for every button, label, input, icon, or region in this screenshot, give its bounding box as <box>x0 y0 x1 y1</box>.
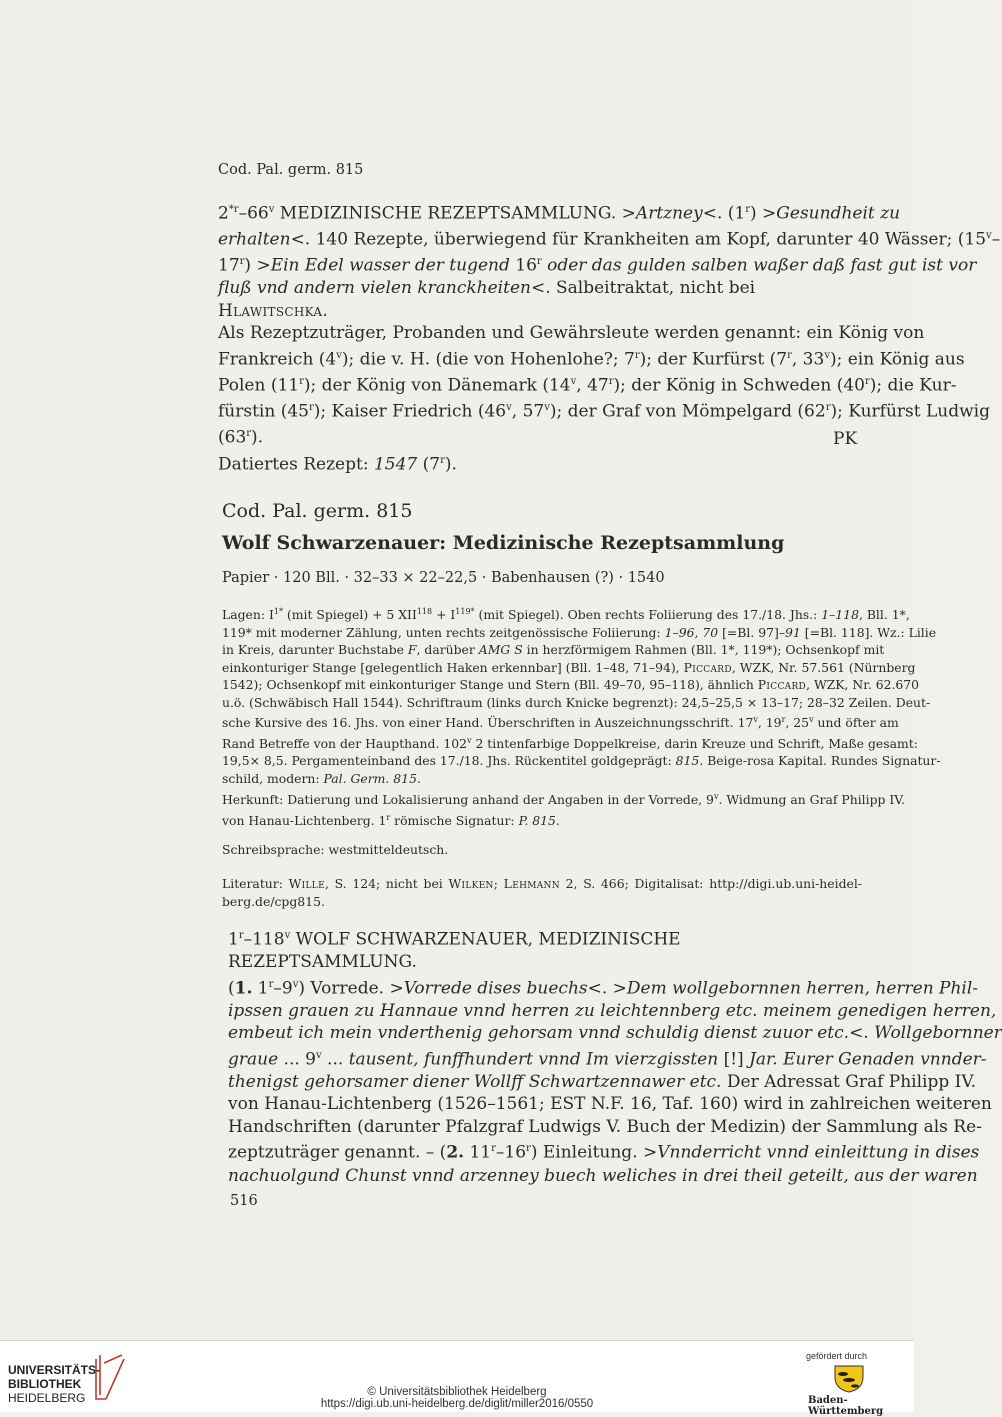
author-initials: PK <box>833 429 858 449</box>
copyright-text: © Universitätsbibliothek Heidelberg <box>367 1386 547 1398</box>
library-logo-icon <box>92 1353 128 1403</box>
entry1-line: Als Rezeptzuträger, Probanden und Gewährsleute werden genannt: ein König von <box>218 323 925 344</box>
lagen-line: schild, modern: Pal. Germ. 815. <box>222 770 421 786</box>
entry1-line: fluß vnd andern vielen kranckheiten<. Salbeitraktat, nicht bei Hlawitschka. <box>218 278 756 321</box>
entry2-line: Handschriften (darunter Pfalzgraf Ludwigs V. Buch der Medizin) der Sammlung als Re- <box>228 1116 982 1137</box>
entry1-line: fürstin (45$^r$); Kaiser Friedrich (46$^v$, 57$^v$); der Graf von Mömpelgard (62$^r$); Kurfürst Ludwig <box>218 401 990 422</box>
herkunft-line: von Hanau-Lichtenberg. 1$^r$ römische Signatur: P. 815. <box>222 812 560 828</box>
entry2-line: von Hanau-Lichtenberg (1526–1561; EST N.F. 16, Taf. 160) wird in zahlreichen weiteren <box>228 1094 992 1115</box>
lagen-line: 1542); Ochsenkopf mit einkonturiger Stange und Stern (Bll. 49–70, 95–118), ähnlich Piccard, WZK, Nr. 62.670 <box>222 677 920 693</box>
logo-line-3: HEIDELBERG <box>8 1391 86 1405</box>
funded-by-label: gefördert durch <box>806 1351 868 1361</box>
entry1-line: 2$^{*r}$–66$^v$ MEDIZINISCHE REZEPTSAMMLUNG. >Artzney<. $(1^r)$ >Gesundheit zu <box>218 203 901 224</box>
literatur-line: Literatur: Wille, S. 124; nicht bei Wilken; Lehmann 2, S. 466; Digitalisat: http://digi.ub.uni-heidel- <box>222 876 862 891</box>
entry2-line: embeut ich mein vnderthenig gehorsam vnnd schuldig dienst zuuor etc.<. Wollgebornner <box>228 1023 1002 1044</box>
entry1-line: (63$^r$). <box>218 428 264 449</box>
herkunft-line: Herkunft: Datierung und Lokalisierung anhand der Angaben in der Vorrede, 9$^v$. Widmung an Graf Philipp IV. <box>222 792 905 808</box>
literatur-paragraph <box>222 875 862 910</box>
state-name: Baden-Württemberg <box>808 1395 884 1417</box>
entry2-line: thenigst gehorsamer diener Wollff Schwartzennawer etc. Der Adressat Graf Philipp IV. <box>228 1071 977 1092</box>
entry1-line: Polen (11$^r$); der König von Dänemark (14$^v$, 47$^r$); der König in Schweden (40$^r$); die Kur- <box>218 375 957 396</box>
entry2-line: nachuolgund Chunst vnnd arzenney buech weliches in drei theil geteilt, aus der waren <box>228 1165 978 1186</box>
running-head: Cod. Pal. germ. 815 <box>218 162 364 178</box>
entry1-line: erhalten<. 140 Rezepte, überwiegend für Krankheiten am Kopf, darunter 40 Wässer; (15$^v$– <box>218 229 1001 250</box>
herkunft-paragraph <box>222 788 905 829</box>
entry1-line: Frankreich (4$^v$); die v. H. (die von Hohenlohe?; 7$^r$); der Kurfürst (7$^r$, 33$^v$); ein König aus <box>218 349 965 370</box>
entry2-line: graue ... 9$^v$ ... tausent, funffhundert vnnd Im vierzgissten [!] Jar. Eurer Genaden vnnder- <box>228 1049 987 1070</box>
entry2-line: ipssen grauen zu Hannaue vnnd herren zu leichtennberg etc. meinem genedigen herren, <box>228 1000 997 1021</box>
lagen-line: in Kreis, darunter Buchstabe F, darüber AMG S in herzförmigem Rahmen (Bll. 1*, 119*); Ochsenkopf mit <box>222 642 885 658</box>
state-coat-of-arms-icon <box>832 1363 866 1393</box>
logo-line-2: BIBLIOTHEK <box>8 1377 82 1391</box>
permalink-url[interactable]: https://digi.ub.uni-heidelberg.de/diglit/miller2016/0550 <box>320 1398 594 1410</box>
library-logo-text <box>8 1363 100 1405</box>
literatur-line: berg.de/cpg815. <box>222 893 325 909</box>
schreibsprache: Schreibsprache: westmitteldeutsch. <box>222 842 449 857</box>
lagen-line: einkonturiger Stange [gelegentlich Haken erkennbar] (Bll. 1–48, 71–94), Piccard, WZK, Nr. 57.561 (Nürnberg <box>222 659 916 675</box>
lagen-line: Lagen: $I^{1*}$ (mit Spiegel) + 5 $XII^{118} + I^{119*}$ (mit Spiegel). Oben rechts Foliierung des 17./18. Jhs.: 1–118, Bll. 1*, <box>222 607 910 623</box>
lagen-line: Rand Betreffe von der Haupthand. 102$^v$ 2 tintenfarbige Doppelkreise, darin Kreuze und Schrift, Maße gesamt: <box>222 735 918 751</box>
entry2-line: 1$^r$–118$^v$ WOLF SCHWARZENAUER, MEDIZINISCHE REZEPTSAMMLUNG. <box>228 929 681 973</box>
page-number: 516 <box>230 1193 258 1209</box>
codex-summary: Papier · 120 Bll. · 32–33 × 22–22,5 · Babenhausen (?) · 1540 <box>222 570 665 586</box>
codex-shelfmark: Cod. Pal. germ. 815 <box>222 500 413 522</box>
lagen-line: sche Kursive des 16. Jhs. von einer Hand. Überschriften in Auszeichnungsschrift. 17$^v$, 19$^r$, 25$^v$ und öfter am <box>222 715 899 731</box>
entry2-line: (1. 1$^r$–9$^v$) Vorrede. >Vorrede dises buechs<. >Dem wollgebornnen herren, herren Phil- <box>228 978 979 999</box>
entry2-line: zeptzuträger genannt. – (2. 11$^r$–16$^r$) Einleitung. >Vnnderricht vnnd einleittung in dises <box>228 1143 980 1164</box>
lagen-line: 19,5× 8,5. Pergamenteinband des 17./18. Jhs. Rückentitel goldgeprägt: 815. Beige-rosa Kapital. Rundes Signatur- <box>222 753 941 769</box>
logo-line-1: UNIVERSITÄTS- <box>8 1363 101 1377</box>
footer-bar <box>0 1340 914 1417</box>
lagen-line: u.ö. (Schwäbisch Hall 1544). Schriftraum (links durch Knicke begrenzt): 24,5–25,5 × 13–17; 28–32 Zeilen. Deut- <box>222 694 931 710</box>
entry1-line: Datiertes Rezept: 1547 (7$^r$). <box>218 454 457 475</box>
entry1-line: $17^r) >Ein$ Edel wasser der tugend 16$^r$ oder das gulden salben waßer daß fast gut ist vor <box>218 255 977 276</box>
codex-title: Wolf Schwarzenauer: Medizinische Rezeptsammlung <box>222 532 785 554</box>
entry-medizinische-rezeptsammlung <box>218 199 1001 476</box>
lagen-line: 119* mit moderner Zählung, unten rechts zeitgenössische Foliierung: 1–96, 70 [=Bl. 97]–91 [=Bl. 118]. Wz.: Lilie <box>222 624 937 640</box>
entry-wolf-schwarzenauer <box>228 925 1002 1187</box>
lagen-paragraph <box>222 603 941 787</box>
